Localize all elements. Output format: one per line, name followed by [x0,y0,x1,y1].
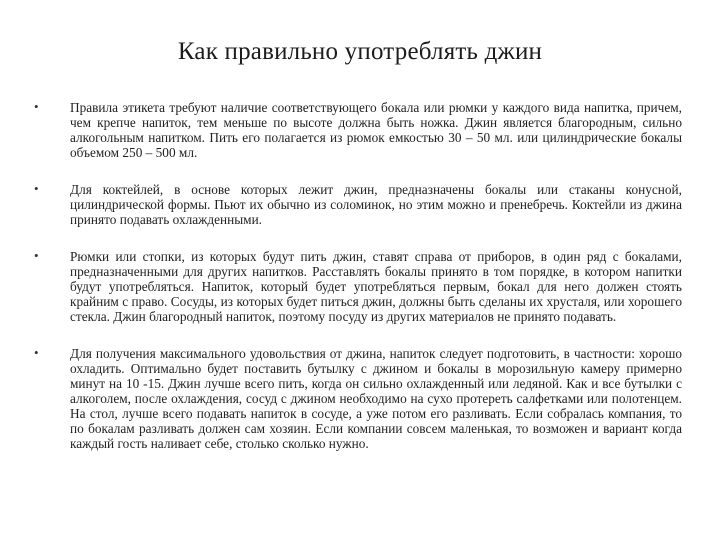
bullet-icon: • [34,248,39,263]
bullet-item [32,182,682,227]
bullet-item [32,100,682,160]
bullet-text: Для получения максимального удовольствия от джина, напиток следует подготовить, в частности: хорошо охладить. Оптимально будет поставить бутылку с джином и бокалы в морозильную камеру примерно минут на 10 -15. Джин лучше всего пить, когда он сильно охлажденный или ледяной. Как и все бутылки с алкоголем, после охлаждения, сосуд с джином необходимо на сухо протереть салфетками или полотенцем. На стол, лучше всего подавать напиток в сосуде, а уже потом его разливать. Если собралась компания, то по бокалам разливать должен сам хозяин. Если компании совсем маленькая, то возможен и вариант когда каждый гость наливает себе, столько сколько нужно. [70,346,682,451]
bullet-text: Правила этикета требуют наличие соответствующего бокала или рюмки у каждого вида напитка, причем, чем крепче напиток, тем меньше по высоте должна быть ножка. Джин является благородным, сильно алкогольным напитком. Пить его полагается из рюмок емкостью 30 – 50 мл. или цилиндрические бокалы объемом 250 – 500 мл. [70,100,682,160]
bullet-icon: • [34,181,39,196]
bullet-item [32,249,682,324]
bullet-text: Для коктейлей, в основе которых лежит джин, предназначены бокалы или стаканы конусной, цилиндрической формы. Пьют их обычно из соломинок, но этим можно и пренебречь. Коктейли из джина принято подавать охлажденными. [70,182,682,227]
slide-title: Как правильно употреблять джин [177,38,543,65]
bullet-icon: • [34,345,39,360]
bullet-list [32,100,682,473]
bullet-icon: • [34,99,39,114]
bullet-item [32,346,682,451]
bullet-text: Рюмки или стопки, из которых будут пить джин, ставят справа от приборов, в один ряд с бокалами, предназначенными для других напитков. Расставлять бокалы принято в том порядке, в котором напитки будут употребляться. Напиток, который будет употребляться первым, бокал для него должен стоять крайним с право. Сосуды, из которых будет питься джин, должны быть сделаны их хрусталя, или хорошего стекла. Джин благородный напиток, поэтому посуду из других материалов не принято подавать. [70,249,682,324]
